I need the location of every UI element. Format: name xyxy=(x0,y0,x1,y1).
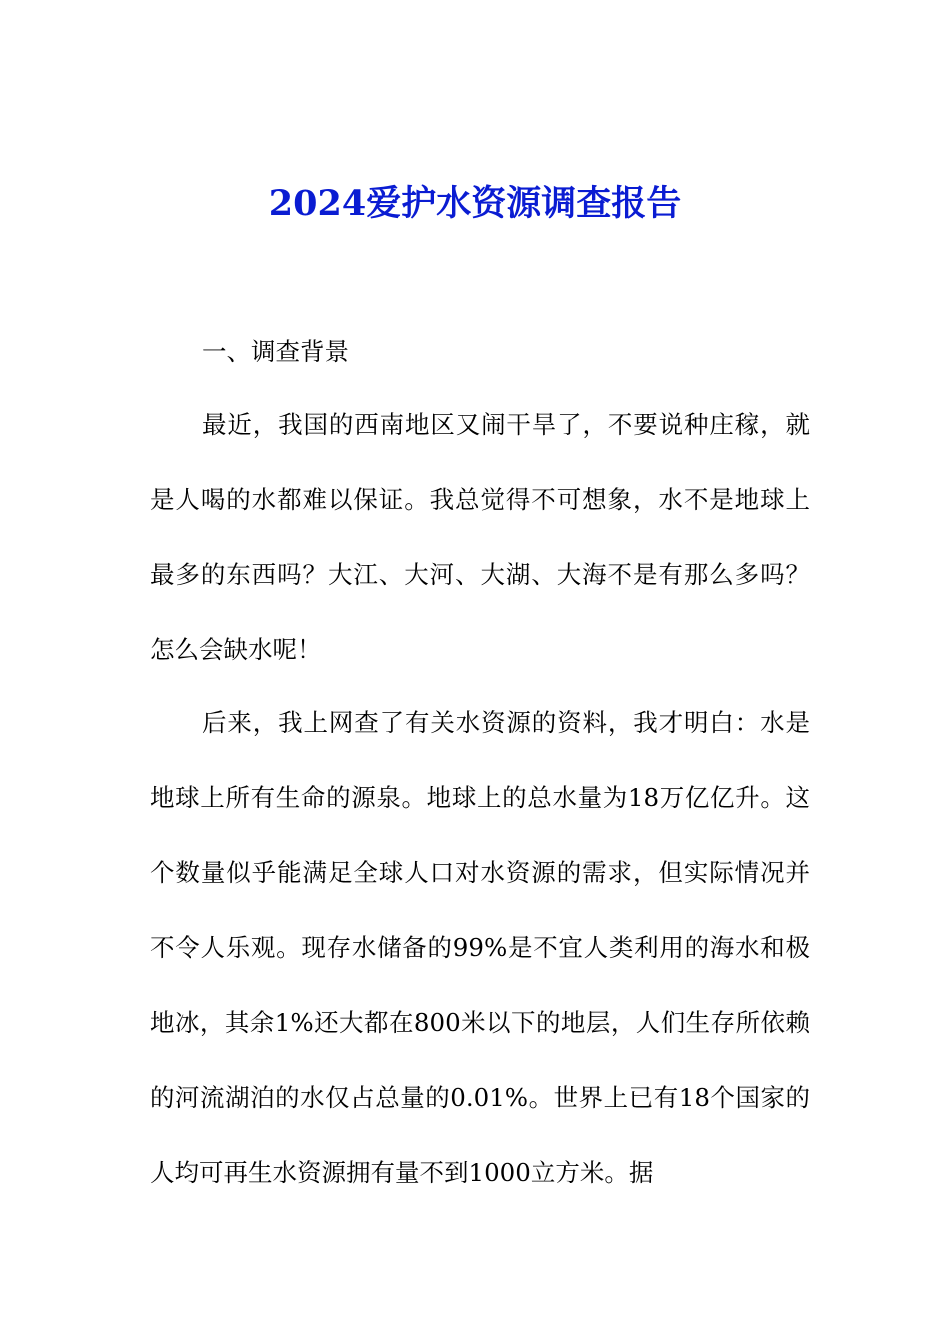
section-heading: 一、调查背景 xyxy=(202,337,349,366)
document-title: 2024爱护水资源调查报告 xyxy=(268,183,682,224)
paragraph: 最近，我国的西南地区又闹干旱了，不要说种庄稼，就是人喝的水都难以保证。我总觉得不可想象，水不是地球上最多的东西吗？大江、大河、大湖、大海不是有那么多吗？怎么会缺水呢！ xyxy=(150,410,810,664)
paragraph: 后来，我上网查了有关水资源的资料，我才明白：水是地球上所有生命的源泉。地球上的总水量为18万亿亿升。这个数量似乎能满足全球人口对水资源的需求，但实际情况并不令人乐观。现存水储备的99%是不宜人类利用的海水和极地冰，其余1%还大都在800米以下的地层，人们生存所依赖的河流湖泊的水仅占总量的0.01%。世界上已有18个国家的人均可再生水资源拥有量不到1000立方米。据 xyxy=(150,708,810,1187)
